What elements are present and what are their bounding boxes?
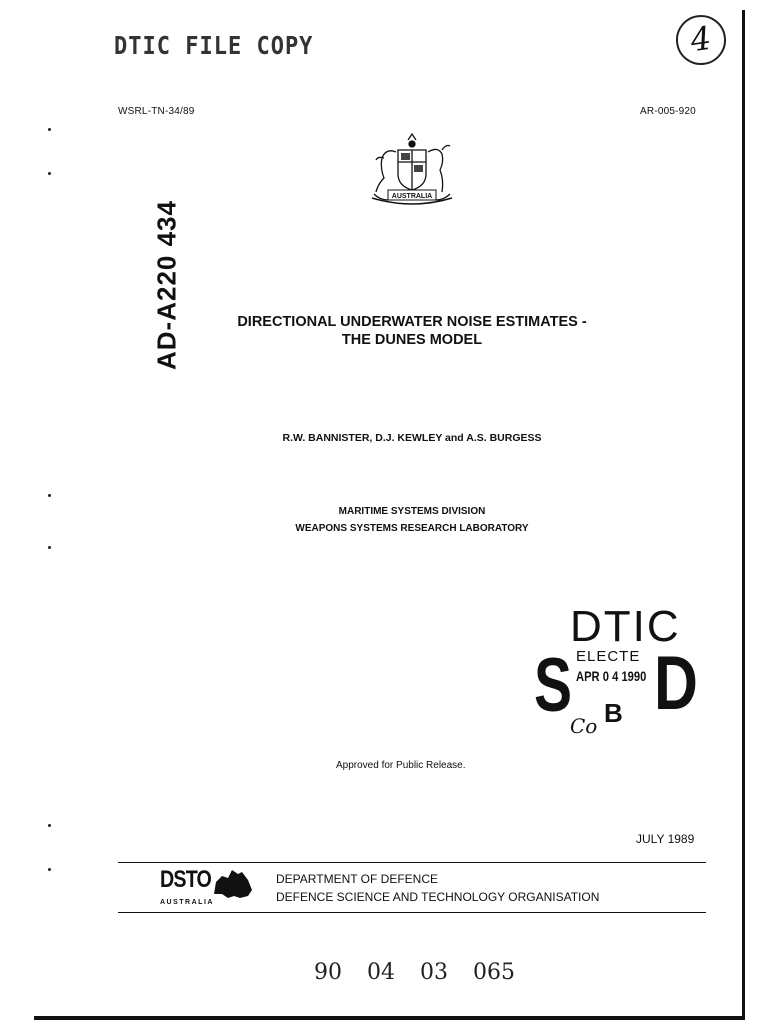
dsto-logo-subtext: AUSTRALIA xyxy=(160,899,214,906)
crest-banner: AUSTRALIA xyxy=(391,193,433,200)
divider-bottom xyxy=(118,912,706,913)
page-title xyxy=(200,313,624,349)
organisation-name: DEFENCE SCIENCE AND TECHNOLOGY ORGANISATION xyxy=(276,890,600,904)
dtic-stamp xyxy=(534,602,704,752)
scan-speck xyxy=(48,128,51,131)
title-line-2: THE DUNES MODEL xyxy=(341,332,483,348)
australia-map-icon xyxy=(212,868,256,898)
dtic-d-letter: D xyxy=(654,641,698,726)
scan-speck xyxy=(48,172,51,175)
report-number: WSRL-TN-34/89 xyxy=(118,106,195,117)
australian-coat-of-arms-icon xyxy=(364,132,460,214)
scan-speck xyxy=(48,494,51,497)
dtic-date: APR 0 4 1990 xyxy=(576,668,647,684)
scan-speck xyxy=(48,546,51,549)
scan-speck xyxy=(48,824,51,827)
dsto-logo xyxy=(160,866,260,912)
ar-number: AR-005-920 xyxy=(640,106,696,117)
release-statement: Approved for Public Release. xyxy=(336,760,466,771)
division: MARITIME SYSTEMS DIVISION xyxy=(338,506,486,517)
scan-speck xyxy=(48,868,51,871)
dtic-word: DTIC xyxy=(570,602,681,651)
accession-code: 90 04 03 065 xyxy=(314,960,515,985)
laboratory: WEAPONS SYSTEMS RESEARCH LABORATORY xyxy=(295,523,529,534)
dtic-b-letter: B xyxy=(604,698,623,728)
publication-date: JULY 1989 xyxy=(636,832,695,846)
dtic-electe: ELECTE xyxy=(576,648,641,665)
dtic-s-letter: S xyxy=(534,643,573,728)
side-identifier: AD-A220 434 xyxy=(151,200,182,370)
organization xyxy=(200,503,624,537)
divider-top xyxy=(118,862,706,863)
file-copy-stamp: DTIC FILE COPY xyxy=(114,32,314,61)
handwritten-mark: Co xyxy=(570,714,598,738)
title-line-1: DIRECTIONAL UNDERWATER NOISE ESTIMATES - xyxy=(237,314,587,330)
circled-number: 4 xyxy=(673,12,729,68)
department-name: DEPARTMENT OF DEFENCE xyxy=(276,872,439,886)
authors: R.W. BANNISTER, D.J. KEWLEY and A.S. BURGESS xyxy=(282,432,542,444)
dsto-logo-text: DSTO xyxy=(160,866,212,893)
